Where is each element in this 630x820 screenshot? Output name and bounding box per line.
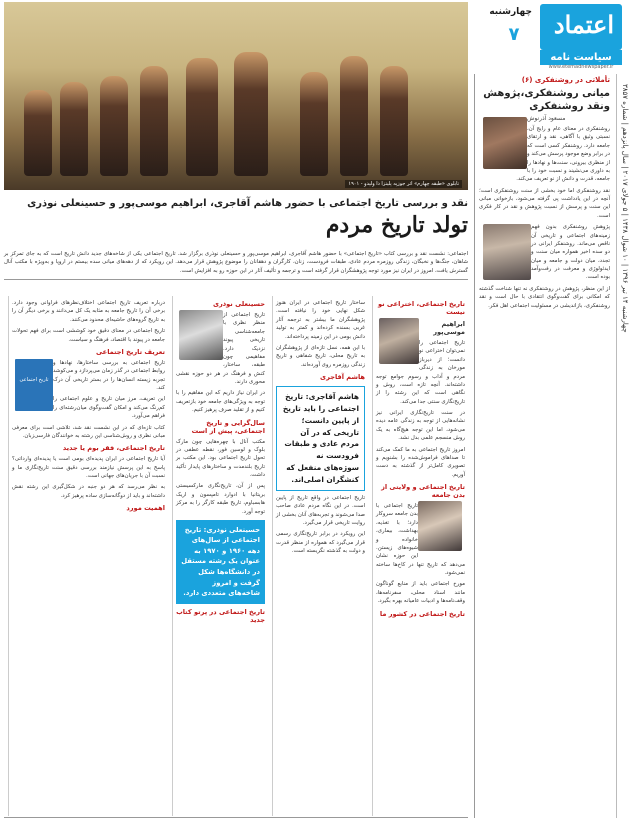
painting-figure <box>380 66 408 176</box>
hero-caption: تابلوی «طبقه چهارم» اثر جوزپه پلیتزا دا ولپدو - ۱۹۰۱ <box>345 180 462 188</box>
painting-figure <box>234 52 268 176</box>
series-column <box>474 74 614 818</box>
paragraph: تاریخ اجتماعی با بدن جامعه سروکار دارد؛ با تغذیه، بهداشت، بیماری، خانواده و شیوه‌های زیستن. این حوزه نشان می‌دهد که تاریخ تنها در کاخ‌ها ساخته نمی‌شود. <box>376 503 465 576</box>
speaker-photo <box>418 501 462 551</box>
paragraph: در سنت تاریخ‌نگاری ایرانی نیز نشانه‌هایی از توجه به زندگی عامه دیده می‌شود، اما این توجه هیچ‌گاه به یک روش منسجم علمی بدل نشد. <box>376 410 465 442</box>
painting-figure <box>140 66 168 176</box>
paragraph: مکتب آنال با چهره‌هایی چون مارک بلوک و لوسین فور، نقطه عطفی در تحول تاریخ اجتماعی بود. این مکتب بر تاریخ بلندمدت و ساختارهای پایدار تأکید داشت. <box>176 438 265 478</box>
paragraph: به نظر می‌رسد که هر دو جنبه در شکل‌گیری این رشته نقش داشته‌اند و باید از دوگانه‌سازی ساده پرهیز کرد. <box>12 484 165 499</box>
painting-figure <box>340 56 368 176</box>
series-paragraph: نقد روشنفکری اما خود بخشی از سنت روشنفکری است؛ آنچه در این یادداشت پی گرفته می‌شود، بازخوانی مبانی این سنت و پرسش از نسبت پژوهش و نقد در کار فکری است. <box>479 187 610 219</box>
painting-figure <box>60 82 88 176</box>
author-photo <box>483 224 531 280</box>
series-author: مسعود آذرنوش <box>527 115 566 122</box>
article-column <box>272 296 368 816</box>
article-column <box>172 296 268 816</box>
pull-quote: هاشم آقاجری: تاریخ اجتماعی را باید تاریخ از پایین دانست؛ تاریخی که در آن مردم عادی و طبقات فرودست نه سوژه‌های منفعل که کنشگران اصلی‌اند. <box>276 386 365 491</box>
subhead: تاریخ اجتماعی در پرتو کتاب جدید <box>176 607 265 624</box>
headline[interactable]: تولد تاریخ مردم <box>325 212 468 238</box>
series-paragraph: از این منظر، پژوهش در روشنفکری نه تنها شناخت گذشته که امکانی برای گفت‌وگوی انتقادی با حال است و نقد روشنفکری، بازاندیشی در مسئولیت اجتماعی اهل فکر. <box>479 285 610 309</box>
edition-day: چهارشنبه <box>489 7 532 17</box>
painting-figure <box>100 76 128 176</box>
paragraph: درباره تعریف تاریخ اجتماعی اختلاف‌نظرهای فراوانی وجود دارد. برخی آن را تاریخ جامعه به مثابه یک کل می‌دانند و برخی دیگر آن را به تاریخ گروه‌های حاشیه‌ای محدود می‌کنند. <box>12 300 165 323</box>
subhead: هاشم آقاجری <box>320 373 365 381</box>
logo-text: اعتماد <box>553 10 614 39</box>
page-number: ۷ <box>508 24 520 45</box>
paragraph: این رویکرد در برابر تاریخ‌نگاری رسمی قرار می‌گیرد که همواره از منظر قدرت و دولت به گذشته نگریسته است. <box>276 531 365 554</box>
paragraph: پس از آن، تاریخ‌نگاری مارکسیستی بریتانیا با ادوارد تامپسون و اریک هابسباوم، تاریخ طبقه کارگر را به مرکز توجه آورد. <box>176 483 265 515</box>
paragraph: کتاب تازه‌ای که در این نشست نقد شد، تلاشی است برای معرفی مبانی نظری و روش‌شناسی این رشته به خوانندگان فارسی‌زبان. <box>12 424 165 439</box>
hero-painting[interactable] <box>4 2 468 190</box>
paragraph: با این همه، نسل تازه‌ای از پژوهشگران به تاریخ محلی، تاریخ شفاهی و تاریخ زندگی روزمره روی آورده‌اند. <box>276 344 365 368</box>
lead-paragraph: اجتماعی: نشست نقد و بررسی کتاب «تاریخ اجتماعی» با حضور هاشم آقاجری، ابراهیم موسی‌پور و حسینعلی نوذری برگزار شد. تاریخ اجتماعی یکی از شاخه‌های جدید دانش تاریخ است که به جای تمرکز بر شاهان، جنگ‌ها و نخبگان، زندگی روزمره مردم عادی، طبقات فرودست، زنان، کارگران و دهقانان را موضوع پژوهش قرار می‌دهد. این رویکرد که از دهه‌های میانی سده بیستم در اروپا و به‌ویژه با مکتب آنال گسترش یافت، امروز در ایران نیز مورد توجه پژوهشگران قرار گرفته است و ترجمه و تألیف آثار در این حوزه رو به افزایش است. <box>4 250 468 280</box>
paragraph: این تعریف، مرز میان تاریخ و علوم اجتماعی را کم‌رنگ می‌کند و امکان گفت‌وگوی میان‌رشته‌ای را فراهم می‌آورد. <box>53 396 165 420</box>
speaker-photo <box>179 310 223 360</box>
painting-figure <box>300 72 328 176</box>
byline: ابراهیم موسی‌پور <box>433 320 465 336</box>
series-paragraph: روشنفکری در معنای عام و رایج آن، نسبتی وثیق با آگاهی، نقد و ارتقای جامعه دارد. روشنفکر کسی است که در برابر وضع موجود پرسش می‌کند و از منظری بیرونی، سنت‌ها و نهادها را به داوری می‌نشیند و نسبت خود را با جامعه، قدرت و دانش از نو تعریف می‌کند. <box>516 126 610 183</box>
paragraph: تاریخ اجتماعی را نمی‌توان اختراعی نو دانست؛ از دیرباز مورخان به زندگی مردم و آداب و رسوم جوامع توجه داشته‌اند. آنچه تازه است، روش و نگاهی است که این رشته را از تاریخ‌نگاری سنتی جدا می‌کند. <box>376 340 465 405</box>
subhead: سال‌گرایی و تاریخ اجتماعی، پیش از است <box>191 418 265 435</box>
speaker-photo <box>379 318 419 364</box>
paragraph: تاریخ اجتماعی از منظر نظری با جامعه‌شناسی تاریخی پیوند نزدیک دارد. مفاهیمی چون طبقه، ساختار، کنش و فرهنگ در هر دو حوزه نقشی محوری دارند. <box>176 312 265 385</box>
subhead: تاریخ اجتماعی در کشور ما <box>379 609 465 618</box>
series-title[interactable]: میانی روشنفکری،پژوهش ونقد روشنفکری <box>483 88 610 112</box>
subhead: حسینعلی نوذری <box>212 300 265 308</box>
painting-figure <box>186 58 218 176</box>
book-cover[interactable] <box>15 359 53 411</box>
painting-figure <box>24 90 52 176</box>
web-address[interactable]: www.etemadnewspaper.ir <box>548 64 614 70</box>
paragraph: در ایران نیاز داریم که این مفاهیم را با توجه به ویژگی‌های جامعه خود بازتعریف کنیم و از تقلید صرف پرهیز کنیم. <box>176 390 265 414</box>
paragraph: ساختار تاریخ اجتماعی در ایران هنوز شکل نهایی خود را نیافته است. پژوهشگران ما بیشتر به ترجمه آثار غربی بسنده کرده‌اند و کمتر به تولید دانش بومی در این زمینه پرداخته‌اند. <box>276 300 365 340</box>
pull-quote: حسینعلی نوذری: تاریخ اجتماعی از سال‌های دهه ۱۹۶۰ و ۱۹۷۰ به عنوان یک رشته مستقل در دانشگاه‌ها شکل گرفت و امروز شاخه‌های متعددی دارد. <box>176 520 265 604</box>
paragraph: امروز تاریخ اجتماعی به ما کمک می‌کند تا صداهای فراموش‌شده را بشنویم و تصویری کامل‌تر از گذشته به دست آوریم. <box>376 446 465 478</box>
article-column <box>372 296 468 816</box>
subhead: تاریخ اجتماعی و ولایتی از بدن جامعه <box>381 483 465 499</box>
page-divider <box>4 817 468 818</box>
masthead <box>488 0 630 70</box>
book-cover-title: تاریخ اجتماعی <box>19 376 49 383</box>
article-column <box>8 296 168 816</box>
subhead: اهمیت مورد <box>126 504 165 513</box>
series-paragraph: پژوهش روشنفکری بدون فهم زمینه‌های اجتماعی و تاریخی آن ناقص می‌ماند. روشنفکر ایرانی در دو سده اخیر همواره میان سنت و تجدد، میان دولت و جامعه و میان ایدئولوژی و معرفت در رفت‌وآمد بوده است. <box>531 224 610 281</box>
date-strip-text: چهارشنبه ۱۴ تیر ۱۳۹۶ | ۱۰ شوال ۱۴۳۸ | ۵ جولای ۲۰۱۷ | سال پانزدهم | شماره ۳۸۵۷ <box>621 84 629 333</box>
series-kicker: تأملاتی در روشنفکری (۶) <box>521 76 610 84</box>
paragraph: آیا تاریخ اجتماعی در ایران پدیده‌ای بومی است یا پدیده‌ای وارداتی؟ پاسخ به این پرسش نیازمند بررسی دقیق سنت تاریخ‌نگاری ما و نسبت آن با جریان‌های جهانی است. <box>12 456 165 479</box>
paragraph: تاریخ اجتماعی در واقع تاریخ از پایین است. در این نگاه مردم عادی صاحب صدا می‌شوند و تجربه‌های آنان بخشی از روایت تاریخی قرار می‌گیرد. <box>276 494 365 526</box>
paragraph: تاریخ اجتماعی در معنای دقیق خود کوششی است برای فهم تحولات جامعه در پیوند با اقتصاد، فرهنگ و سیاست. <box>12 328 165 343</box>
section-label: سیاست نامه <box>540 50 622 65</box>
newspaper-logo[interactable] <box>540 4 622 50</box>
subhead: تاریخ اجتماعی، اختراعی نو نیست <box>378 300 465 316</box>
headline-kicker: نقد و بررسی تاریخ اجتماعی با حضور هاشم آقاجری، ابراهیم موسی‌پور و حسینعلی نوذری <box>27 198 468 209</box>
date-strip <box>616 74 630 818</box>
author-photo <box>483 117 527 169</box>
paragraph: تاریخ اجتماعی به بررسی ساختارها، نهادها و روابط اجتماعی در گذر زمان می‌پردازد و می‌کوشد تجربه زیسته انسان‌ها را در بستر تاریخی آن درک کند. <box>53 359 165 391</box>
paragraph: مورخ اجتماعی باید از منابع گوناگون مانند اسناد محلی، سفرنامه‌ها، وقف‌نامه‌ها و ادبیات عامیانه بهره بگیرد. <box>376 581 465 605</box>
subhead: تاریخ اجتماعی، فقر بوم یا جدید <box>62 444 165 453</box>
subhead: تعریف تاریخ اجتماعی <box>96 347 165 356</box>
